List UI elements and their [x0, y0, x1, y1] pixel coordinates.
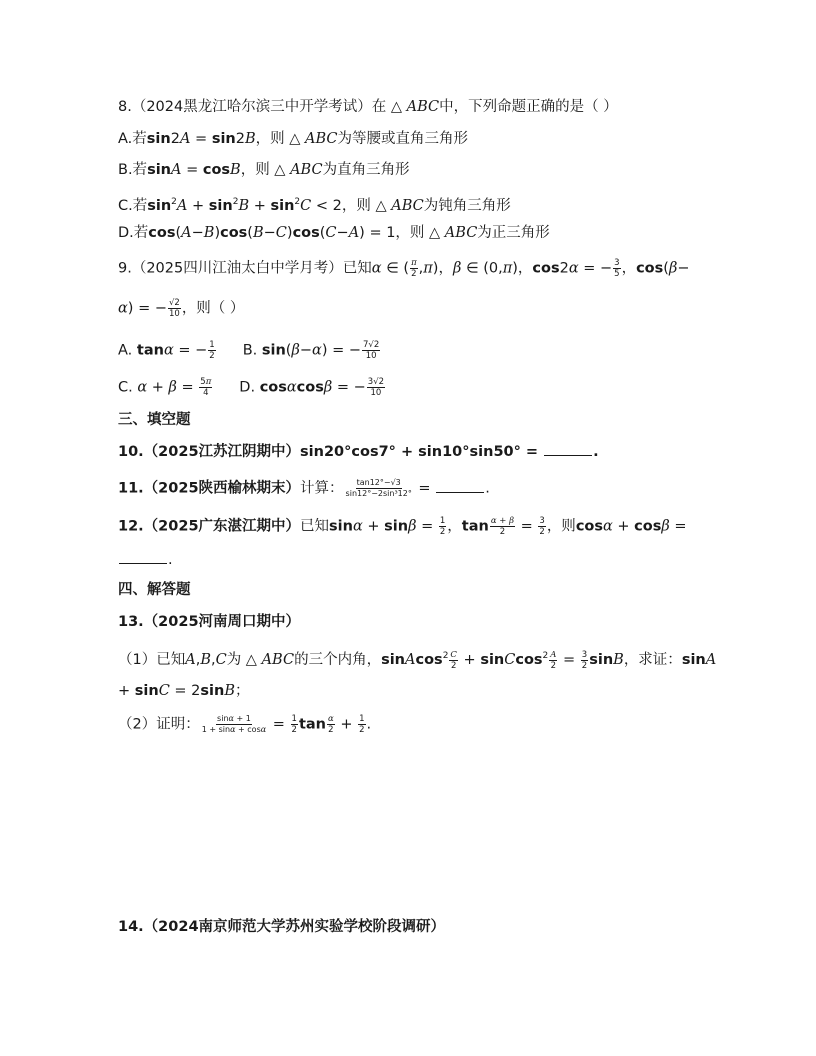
question-14-stem: 14.（2024南京师范大学苏州实验学校阶段调研）	[118, 919, 446, 935]
question-9-options-ab: A. tanα = − $\frac{1}{2}$ B. sin(β−α) = − $\frac{7√2}{10}$	[118, 340, 380, 361]
question-11: 11.（2025陕西榆林期末）计算： $\frac{\tan 12^\circ-√3}{\text{sin12°−2sin³12°}}$ = .	[118, 478, 490, 498]
question-12-line-2: .	[118, 551, 173, 569]
question-8-option-a: A.若sin2A = sin2B，则 △ ABC为等腰或直角三角形	[118, 131, 469, 147]
question-13-part-2: （2）证明： $\frac{\sin\alpha + 1}{1 + \sin\alpha + \cos\alpha}$ = $\frac{1}{2}$ tan $\frac{\alpha}{2}$ + $\frac{1}{2}$ .	[118, 714, 372, 735]
question-9-options-cd: C. α + β = $\frac{5\pi}{4}$ D. cosαcosβ = − $\frac{3√2}{10}$	[118, 377, 385, 398]
question-12-line-1: 12.（2025广东湛江期中）已知sinα + sinβ = $\frac{1}{2}$ ，tan $\frac{\alpha + \beta}{2}$ = $\frac{3}{2}$ ，则cosα + cosβ =	[118, 516, 687, 537]
question-13-part-1-line-2: + sinC = 2sinB；	[118, 683, 250, 699]
question-8-stem: 8.（2024黑龙江哈尔滨三中开学考试）在 △ ABC中，下列命题正确的是（ ）	[118, 99, 618, 115]
section-answer-heading: 四、解答题	[118, 582, 191, 598]
question-13-stem: 13.（2025河南周口期中）	[118, 614, 301, 630]
question-8-option-c: C.若$\sin^2A + \sin^2B + \sin^2C < 2$，则 △ ABC为钝角三角形	[118, 197, 511, 214]
question-13-part-1-line-1: （1）已知A,B,C为 △ ABC的三个内角，sinAcos$^2$ $\frac{C}{2}$ + sinCcos$^2$ $\frac{A}{2}$ = $\frac{3}{2}$ sinB，求证：sinA	[118, 649, 717, 671]
question-8-option-b: B.若sinA = cosB，则 △ ABC为直角三角形	[118, 162, 410, 178]
question-10: 10.（2025江苏江阴期中）sin20°cos7° + sin10°sin50° = .	[118, 444, 599, 460]
question-9-line-1: 9.（2025四川江油太白中学月考）已知α ∈ ( $\frac{\pi}{2}$ ,π)，β ∈ (0,π)，cos2α = − $\frac{3}{5}$ ，cos(β−	[118, 258, 690, 279]
question-9-line-2: α) = − $\frac{√2}{10}$ ，则（ ）	[118, 298, 245, 319]
question-8-option-d: D.若cos(A−B)cos(B−C)cos(C−A) = 1，则 △ ABC为正三角形	[118, 225, 550, 241]
section-fill-in-heading: 三、填空题	[118, 412, 191, 428]
